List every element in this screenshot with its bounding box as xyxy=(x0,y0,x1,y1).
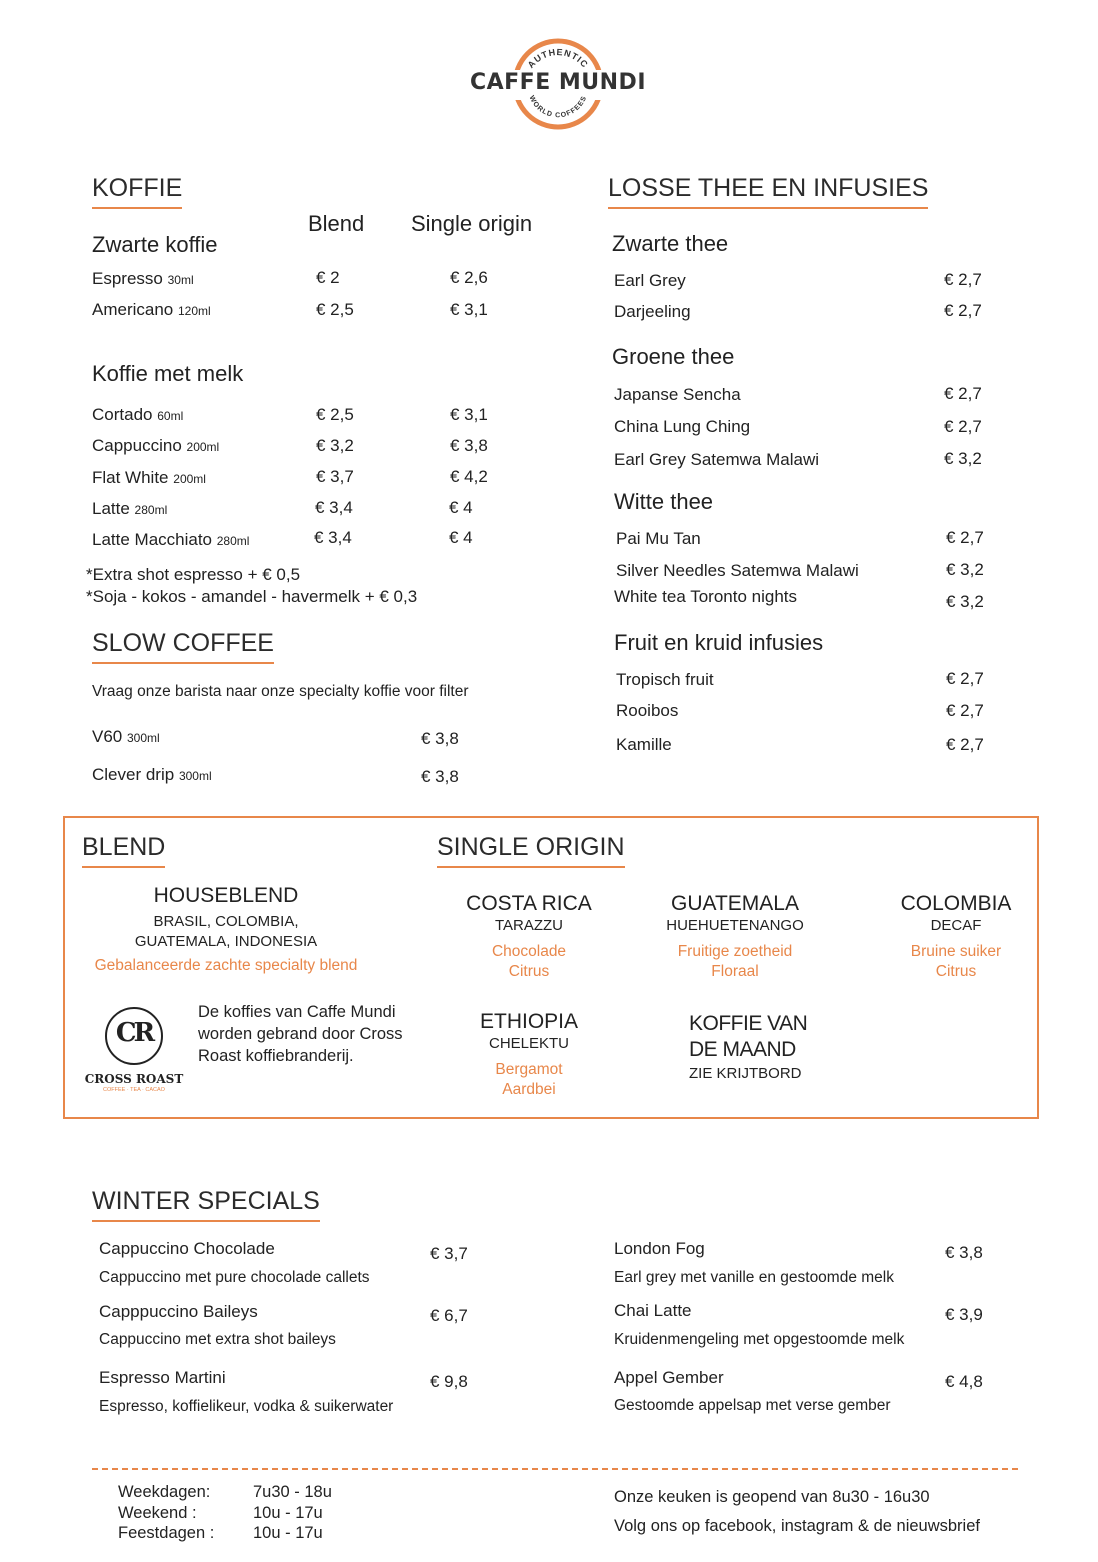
menu-item-darjeeling: Darjeeling xyxy=(614,302,691,321)
winter-item-name: Chai Latte xyxy=(614,1301,692,1320)
price-single: € 4,2 xyxy=(450,467,488,486)
price-single: € 2,6 xyxy=(450,268,488,287)
menu-item-v60: V60 300ml xyxy=(92,727,160,746)
price-single: € 4 xyxy=(449,498,473,517)
cross-roast-logo xyxy=(82,1004,190,1096)
winter-item-desc: Cappuccino met pure chocolade callets xyxy=(99,1269,370,1286)
origin-note-2: Citrus xyxy=(508,963,550,980)
price: € 2,7 xyxy=(944,270,982,289)
price: € 3,8 xyxy=(421,729,459,748)
menu-item-cortado: Cortado 60ml xyxy=(92,405,184,424)
origin-note-1: Chocolade xyxy=(491,943,567,960)
winter-item-name: Capppuccino Baileys xyxy=(99,1302,258,1321)
price-blend: € 2 xyxy=(316,268,340,287)
price: € 2,7 xyxy=(944,301,982,320)
winter-item-desc: Kruidenmengeling met opgestoomde melk xyxy=(614,1331,905,1348)
hours-label: Weekend : xyxy=(118,1503,197,1522)
logo-brand: CAFFE MUNDI xyxy=(469,70,647,95)
origin-ethiopia xyxy=(480,1010,578,1100)
origin-colombia xyxy=(901,892,1012,982)
origin-note-2: Floraal xyxy=(711,963,759,980)
infusies-heading: Fruit en kruid infusies xyxy=(614,630,824,655)
winter-item-name: London Fog xyxy=(614,1239,705,1258)
price-single: € 3,1 xyxy=(450,405,488,424)
winter-specials-heading: WINTER SPECIALS xyxy=(92,1187,320,1222)
price: € 9,8 xyxy=(430,1372,468,1391)
cross-roast-tagline: COFFEE · TEA · CACAO xyxy=(103,1087,165,1093)
menu-item-americano: Americano 120ml xyxy=(92,300,211,319)
origin-name: ETHIOPIA xyxy=(479,1010,579,1033)
origin-farm: CHELEKTU xyxy=(488,1035,570,1052)
houseblend-note: Gebalanceerde zachte specialty blend xyxy=(94,957,358,974)
price: € 2,7 xyxy=(944,417,982,436)
menu-item-white-tea-toronto: White tea Toronto nights xyxy=(614,587,798,606)
origin-note-1: Bergamot xyxy=(495,1061,563,1078)
menu-item-china-lung-ching: China Lung Ching xyxy=(614,417,751,436)
menu-item-tropisch-fruit: Tropisch fruit xyxy=(616,670,714,689)
zwarte-koffie-heading: Zwarte koffie xyxy=(92,232,218,257)
logo-arc-bottom: WORLD COFFEES xyxy=(527,94,589,120)
menu-item-earl-grey: Earl Grey xyxy=(614,271,686,290)
social-media-note: Volg ons op facebook, instagram & de nieuwsbrief xyxy=(614,1517,980,1535)
menu-item-latte: Latte 280ml xyxy=(92,499,168,518)
witte-thee-heading: Witte thee xyxy=(614,489,714,514)
roaster-description xyxy=(198,1001,403,1067)
milk-alternatives-note: *Soja - kokos - amandel - havermelk + € 0,3 xyxy=(86,587,418,606)
origin-note-1: Bruine suiker xyxy=(910,943,1002,960)
origin-costa-rica xyxy=(466,892,592,982)
cross-roast-mark: CR xyxy=(115,1018,153,1048)
menu-item-flat-white: Flat White 200ml xyxy=(92,468,206,487)
price: € 3,8 xyxy=(421,767,459,786)
hours-label: Feestdagen : xyxy=(118,1524,215,1542)
opening-hours-labels xyxy=(118,1482,214,1544)
price-blend: € 3,4 xyxy=(314,528,352,547)
origin-name: GUATEMALA xyxy=(671,892,799,915)
zwarte-thee-heading: Zwarte thee xyxy=(612,231,729,256)
price: € 2,7 xyxy=(946,528,984,547)
menu-item-earl-grey-satemwa: Earl Grey Satemwa Malawi xyxy=(614,450,820,469)
price-single: € 4 xyxy=(449,528,473,547)
winter-item-name: Cappuccino Chocolade xyxy=(99,1239,275,1258)
cross-roast-name: CROSS ROAST xyxy=(84,1072,184,1086)
houseblend-name: HOUSEBLEND xyxy=(153,884,299,907)
roaster-text-line-2: worden gebrand door Cross xyxy=(198,1025,403,1043)
price-single: € 3,8 xyxy=(450,436,488,455)
origin-note-2: Aardbei xyxy=(502,1081,556,1098)
price: € 6,7 xyxy=(430,1306,468,1325)
origin-name: COLOMBIA xyxy=(900,892,1012,915)
hours-time: 7u30 - 18u xyxy=(253,1483,332,1501)
origin-guatemala xyxy=(666,892,804,982)
logo-arc-top: AUTHENTIC xyxy=(525,46,591,70)
price: € 3,9 xyxy=(945,1305,983,1324)
price: € 3,2 xyxy=(944,449,982,468)
winter-item-desc: Gestoomde appelsap met verse gember xyxy=(614,1397,891,1414)
price: € 2,7 xyxy=(944,384,982,403)
price: € 4,8 xyxy=(945,1372,983,1391)
origin-note-1: Fruitige zoetheid xyxy=(677,943,793,960)
menu-item-clever-drip: Clever drip 300ml xyxy=(92,765,212,784)
price: € 3,2 xyxy=(946,592,984,611)
price: € 2,7 xyxy=(946,701,984,720)
price: € 3,2 xyxy=(946,560,984,579)
koffie-met-melk-heading: Koffie met melk xyxy=(92,361,244,386)
roaster-text-line-1: De koffies van Caffe Mundi xyxy=(198,1003,396,1021)
maand-sub: ZIE KRIJTBORD xyxy=(689,1065,802,1082)
origin-note-2: Citrus xyxy=(935,963,977,980)
koffie-van-de-maand xyxy=(689,1011,807,1082)
origin-farm: TARAZZU xyxy=(494,917,564,934)
origin-name: COSTA RICA xyxy=(466,892,592,915)
col-single-heading: Single origin xyxy=(411,211,533,236)
roaster-text-line-3: Roast koffiebranderij. xyxy=(198,1047,354,1065)
hours-time: 10u - 17u xyxy=(253,1503,323,1522)
menu-item-japanse-sencha: Japanse Sencha xyxy=(614,385,741,404)
price: € 2,7 xyxy=(946,669,984,688)
slow-coffee-heading: SLOW COFFEE xyxy=(92,629,274,664)
houseblend-origin-2: GUATEMALA, INDONESIA xyxy=(134,933,318,950)
menu-item-cappuccino: Cappuccino 200ml xyxy=(92,436,220,455)
maand-name-1: KOFFIE VAN xyxy=(689,1012,808,1035)
houseblend-block xyxy=(95,884,358,975)
menu-item-silver-needles: Silver Needles Satemwa Malawi xyxy=(616,561,859,580)
houseblend-origin-1: BRASIL, COLOMBIA, xyxy=(153,913,299,930)
extra-shot-note: *Extra shot espresso + € 0,5 xyxy=(86,565,301,584)
price-blend: € 2,5 xyxy=(316,405,354,424)
origin-farm: DECAF xyxy=(930,917,982,934)
origin-farm: HUEHUETENANGO xyxy=(666,917,804,934)
winter-item-desc: Cappuccino met extra shot baileys xyxy=(99,1331,336,1348)
hours-label: Weekdagen: xyxy=(118,1483,211,1501)
menu-item-rooibos: Rooibos xyxy=(616,701,679,720)
menu-item-latte-macchiato: Latte Macchiato 280ml xyxy=(92,530,250,549)
price-blend: € 3,7 xyxy=(316,467,354,486)
kitchen-hours: Onze keuken is geopend van 8u30 - 16u30 xyxy=(614,1488,930,1506)
koffie-heading: KOFFIE xyxy=(92,174,182,209)
blend-heading: BLEND xyxy=(82,833,165,868)
winter-item-desc: Espresso, koffielikeur, vodka & suikerwater xyxy=(99,1398,394,1415)
price-blend: € 3,4 xyxy=(315,498,353,517)
winter-item-name: Appel Gember xyxy=(614,1368,724,1387)
opening-hours-times xyxy=(253,1482,332,1544)
slow-coffee-intro: Vraag onze barista naar onze specialty koffie voor filter xyxy=(92,683,469,700)
menu-item-kamille: Kamille xyxy=(616,735,672,754)
price: € 2,7 xyxy=(946,735,984,754)
thee-heading: LOSSE THEE EN INFUSIES xyxy=(608,174,928,209)
winter-item-desc: Earl grey met vanille en gestoomde melk xyxy=(614,1269,894,1286)
hours-time: 10u - 17u xyxy=(253,1524,323,1542)
menu-item-espresso: Espresso 30ml xyxy=(92,269,194,288)
price-blend: € 2,5 xyxy=(316,300,354,319)
footer-divider xyxy=(92,1468,1018,1470)
menu-item-pai-mu-tan: Pai Mu Tan xyxy=(616,529,701,548)
maand-name-2: DE MAAND xyxy=(689,1038,796,1061)
col-blend-heading: Blend xyxy=(308,211,365,236)
caffe-mundi-logo xyxy=(469,36,647,132)
groene-thee-heading: Groene thee xyxy=(612,344,735,369)
price: € 3,7 xyxy=(430,1244,468,1263)
winter-item-name: Espresso Martini xyxy=(99,1368,226,1387)
single-origin-heading: SINGLE ORIGIN xyxy=(437,833,625,868)
svg-text:AUTHENTIC xyxy=(526,47,591,70)
price: € 3,8 xyxy=(945,1243,983,1262)
price-single: € 3,1 xyxy=(450,300,488,319)
price-blend: € 3,2 xyxy=(316,436,354,455)
